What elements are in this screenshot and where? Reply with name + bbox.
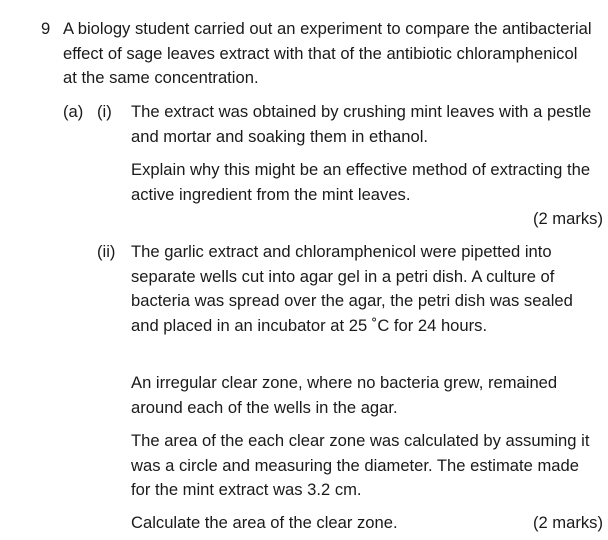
sub-part-ii-question: Calculate the area of the clear zone. <box>131 513 398 532</box>
sub-part-i-context: The extract was obtained by crushing mint leaves with a pestle and mortar and soaking them in ethanol. <box>131 102 592 146</box>
sub-part-ii-marks: (2 marks) <box>532 513 603 532</box>
sub-part-i-label: (i) <box>97 102 112 121</box>
sub-part-ii-label: (ii) <box>97 242 116 261</box>
question-number: 9 <box>41 19 51 38</box>
question-stem: A biology student carried out an experiment to compare the antibacterial effect of sage leaves extract with that of the antibiotic chloramphenicol at the same concentration. <box>63 19 592 87</box>
sub-part-ii-observation: An irregular clear zone, where no bacteria grew, remained around each of the wells in the agar. <box>131 373 558 417</box>
sub-part-i-question: Explain why this might be an effective method of extracting the active ingredient from the mint leaves. <box>131 160 591 204</box>
sub-part-i-marks: (2 marks) <box>532 209 603 228</box>
sub-part-ii-estimate: The area of the each clear zone was calculated by assuming it was a circle and measuring the diameter. The estimate made for the mint extract was 3.2 cm. <box>131 431 590 499</box>
part-a-label: (a) <box>63 102 84 121</box>
sub-part-ii-method: The garlic extract and chloramphenicol were pipetted into separate wells cut into agar gel in a petri dish. A culture of bacteria was spread over the agar, the petri dish was sealed and placed in an incubator at 25 ˚C for 24 hours. <box>131 242 573 335</box>
